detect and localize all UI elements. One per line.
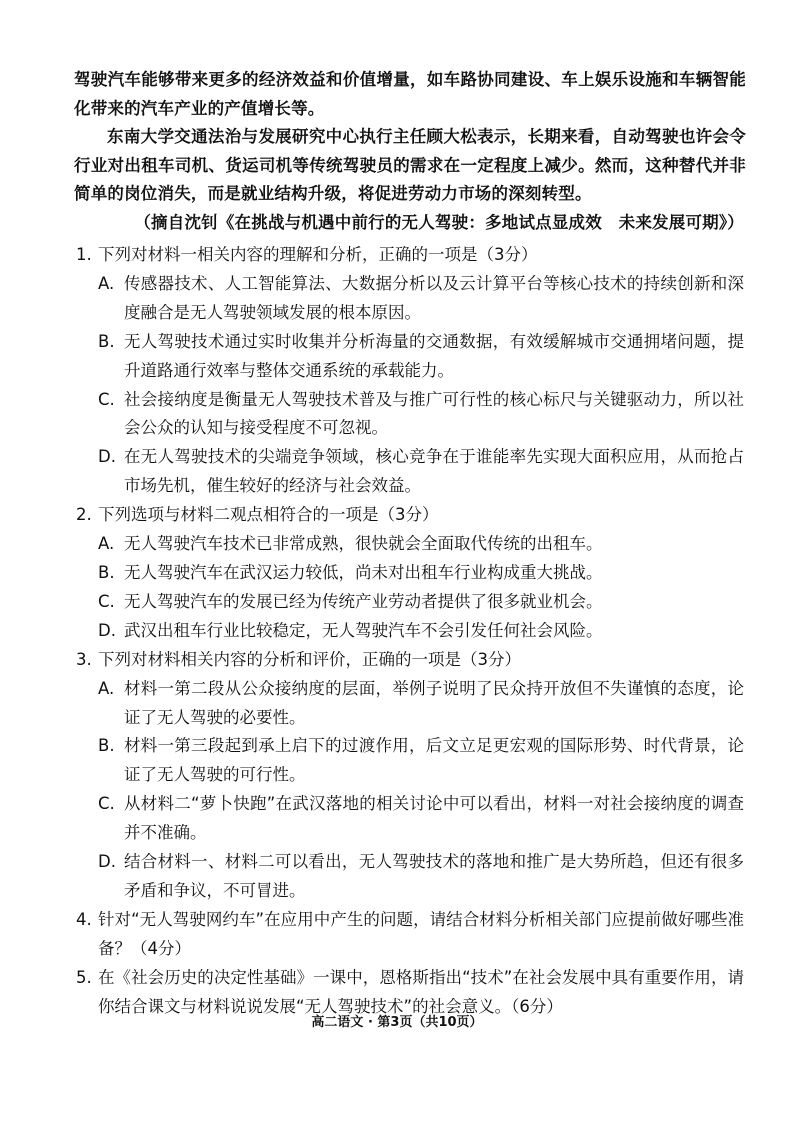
option-letter: D. xyxy=(98,620,116,640)
option-letter: B. xyxy=(98,736,115,756)
question-stem: 下列选项与材料二观点相符合的一项是（3分） xyxy=(98,505,439,525)
answer-option xyxy=(76,530,744,559)
question-stem: 下列对材料一相关内容的理解和分析，正确的一项是（3分） xyxy=(98,245,538,264)
option-text: 无人驾驶技术通过实时收集并分析海量的交通数据，有效缓解城市交通拥堵问题，提升道路通行效率与整体交通系统的承载能力。 xyxy=(124,331,744,380)
question-number: 2. xyxy=(76,505,92,525)
option-text: 材料一第三段起到承上启下的过渡作用，后文立足更宏观的国际形势、时代背景，论证了无人驾驶的可行性。 xyxy=(124,736,744,785)
option-letter: A. xyxy=(98,678,115,698)
option-text: 材料一第二段从公众接纳度的层面，举例子说明了民众持开放但不失谨慎的态度，论证了无人驾驶的必要性。 xyxy=(124,678,744,727)
option-text: 无人驾驶汽车的发展已经为传统产业劳动者提供了很多就业机会。 xyxy=(124,591,603,611)
question-list xyxy=(76,241,744,1021)
answer-option xyxy=(76,270,744,328)
answer-option xyxy=(76,732,744,790)
passage-paragraph-1: 驾驶汽车能够带来更多的经济效益和价值增量，如车路协同建设、车上娱乐设施和车辆智能化带来的汽车产业的产值增长等。 xyxy=(74,70,746,118)
answer-option xyxy=(76,790,744,848)
question-2 xyxy=(76,501,744,646)
option-letter: D. xyxy=(98,852,116,872)
passage-citation: （摘自沈钊《在挑战与机遇中前行的无人驾驶：多地试点显成效 未来发展可期》） xyxy=(134,212,744,232)
option-text: 社会接纳度是衡量无人驾驶技术普及与推广可行性的核心标尺与关键驱动力，所以社会公众的认知与接受程度不可忽视。 xyxy=(124,389,744,438)
answer-option xyxy=(76,848,744,906)
option-text: 武汉出租车行业比较稳定，无人驾驶汽车不会引发任何社会风险。 xyxy=(124,620,603,640)
question-number: 1. xyxy=(76,245,92,264)
option-letter: C. xyxy=(98,591,115,611)
question-stem-row xyxy=(76,906,744,964)
answer-option xyxy=(76,386,744,444)
question-stem: 下列对材料相关内容的分析和评价，正确的一项是（3分） xyxy=(98,649,521,669)
question-number: 4. xyxy=(76,909,92,929)
answer-option xyxy=(76,617,744,646)
answer-option xyxy=(76,559,744,588)
page-footer: 高二语文 · 第3页（共10页） xyxy=(311,1015,483,1030)
option-text: 结合材料一、材料二可以看出，无人驾驶技术的落地和推广是大势所趋，但还有很多矛盾和争议，不可冒进。 xyxy=(124,852,744,900)
question-1 xyxy=(76,241,744,501)
option-text: 在无人驾驶技术的尖端竞争领域，核心竞争在于谁能率先实现大面积应用，从而抢占市场先机，催生较好的经济与社会效益。 xyxy=(124,447,744,496)
question-stem-row xyxy=(76,241,744,270)
question-stem-row xyxy=(76,646,744,675)
option-letter: C. xyxy=(98,794,115,814)
question-stem: 针对“无人驾驶网约车”在应用中产生的问题，请结合材料分析相关部门应提前做好哪些准备？（4分） xyxy=(98,909,744,958)
option-letter: A. xyxy=(98,534,115,554)
option-letter: B. xyxy=(98,562,115,582)
option-text: 传感器技术、人工智能算法、大数据分析以及云计算平台等核心技术的持续创新和深度融合是无人驾驶领域发展的根本原因。 xyxy=(124,273,744,322)
option-letter: C. xyxy=(98,389,115,409)
question-stem: 在《社会历史的决定性基础》一课中，恩格斯指出“技术”在社会发展中具有重要作用，请你结合课文与材料说说发展“无人驾驶技术”的社会意义。（6分） xyxy=(98,967,744,1016)
reading-passage xyxy=(74,66,746,237)
option-letter: D. xyxy=(98,447,116,467)
answer-option xyxy=(76,675,744,733)
option-text: 无人驾驶汽车在武汉运力较低，尚未对出租车行业构成重大挑战。 xyxy=(124,562,603,582)
answer-option xyxy=(76,588,744,617)
answer-option xyxy=(76,443,744,501)
option-text: 无人驾驶汽车技术已非常成熟，很快就会全面取代传统的出租车。 xyxy=(124,534,603,554)
question-3 xyxy=(76,646,744,906)
option-text: 从材料二“萝卜快跑”在武汉落地的相关讨论中可以看出，材料一对社会接纳度的调查并不准确。 xyxy=(124,794,744,843)
question-4 xyxy=(76,906,744,964)
option-letter: B. xyxy=(98,331,115,351)
question-number: 5. xyxy=(76,967,92,987)
question-stem-row xyxy=(76,501,744,530)
question-number: 3. xyxy=(76,649,92,669)
option-letter: A. xyxy=(98,273,115,293)
passage-paragraph-2: 东南大学交通法治与发展研究中心执行主任顾大松表示，长期来看，自动驾驶也许会令行业对出租车司机、货运司机等传统驾驶员的需求在一定程度上减少。然而，这种替代并非简单的岗位消失，而是就业结构升级，将促进劳动力市场的深刻转型。 xyxy=(74,127,746,203)
answer-option xyxy=(76,328,744,386)
